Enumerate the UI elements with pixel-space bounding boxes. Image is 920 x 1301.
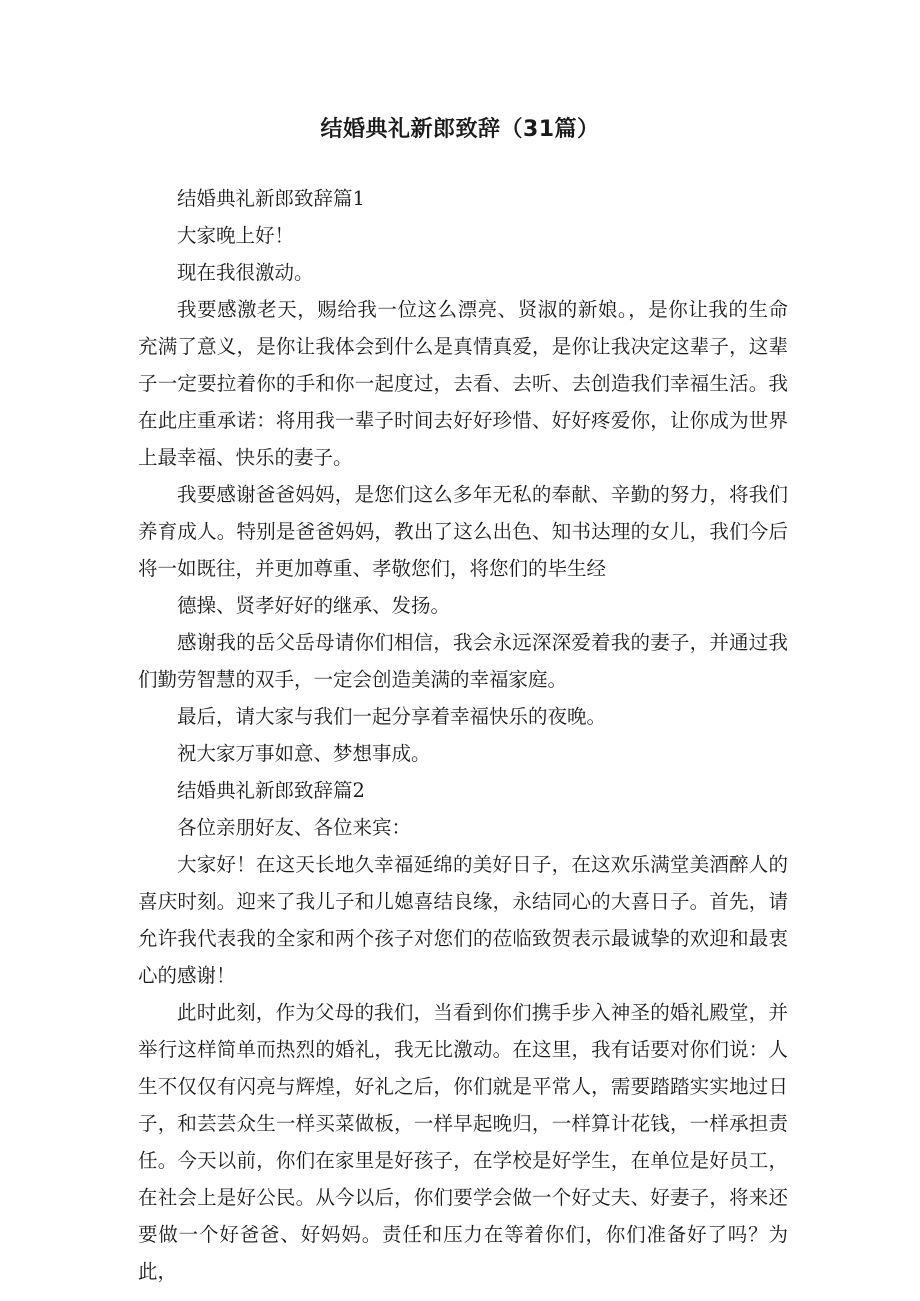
- document-title: 结婚典礼新郎致辞（31篇）: [320, 117, 600, 142]
- paragraph: 德操、贤孝好好的继承、发扬。: [177, 594, 451, 617]
- paragraph: 我要感谢爸爸妈妈，是您们这么多年无私的奉献、辛勤的努力，将我们养育成人。特别是爸爸妈妈，教出了这么出色、知书达理的女儿，我们今后将一如既往，并更加尊重、孝敬您们，将您们的毕生经: [138, 483, 788, 580]
- paragraph: 感谢我的岳父岳母请你们相信，我会永远深深爱着我的妻子，并通过我们勤劳智慧的双手，一定会创造美满的幸福家庭。: [138, 631, 788, 691]
- paragraph: 大家好！在这天长地久幸福延绵的美好日子，在这欢乐满堂美酒醉人的喜庆时刻。迎来了我儿子和儿媳喜结良缘，永结同心的大喜日子。首先，请允许我代表我的全家和两个孩子对您们的莅临致贺表示最诚挚的欢迎和最衷心的感谢！: [138, 853, 788, 987]
- paragraph: 最后，请大家与我们一起分享着幸福快乐的夜晚。: [177, 705, 607, 728]
- paragraph: 此时此刻，作为父母的我们，当看到你们携手步入神圣的婚礼殿堂，并举行这样简单而热烈的婚礼，我无比激动。在这里，我有话要对你们说：人生不仅仅有闪亮与辉煌，好礼之后，你们就是平常人，需要踏踏实实地过日子，和芸芸众生一样买菜做板，一样早起晚归，一样算计花钱，一样承担责任。今天以前，你们在家里是好孩子，在学校是好学生，在单位是好员工，在社会上是好公民。从今以后，你们要学会做一个好丈夫、好妻子，将来还要做一个好爸爸、好妈妈。责任和压力在等着你们，你们准备好了吗？为此，: [138, 1001, 788, 1283]
- paragraph: 现在我很激动。: [177, 261, 314, 284]
- paragraph: 大家晚上好！: [177, 224, 295, 247]
- paragraph: 祝大家万事如意、梦想事成。: [177, 742, 431, 765]
- section-heading: 结婚典礼新郎致辞篇1: [177, 187, 365, 210]
- paragraph: 我要感激老天，赐给我一位这么漂亮、贤淑的新娘。，是你让我的生命充满了意义，是你让我体会到什么是真情真爱，是你让我决定这辈子，这辈子一定要拉着你的手和你一起度过，去看、去听、去创造我们幸福生活。我在此庄重承诺：将用我一辈子时间去好好珍惜、好好疼爱你，让你成为世界上最幸福、快乐的妻子。: [138, 298, 788, 469]
- paragraph: 各位亲朋好友、各位来宾：: [177, 816, 412, 839]
- section-heading: 结婚典礼新郎致辞篇2: [177, 779, 365, 802]
- document-body: [138, 180, 788, 1290]
